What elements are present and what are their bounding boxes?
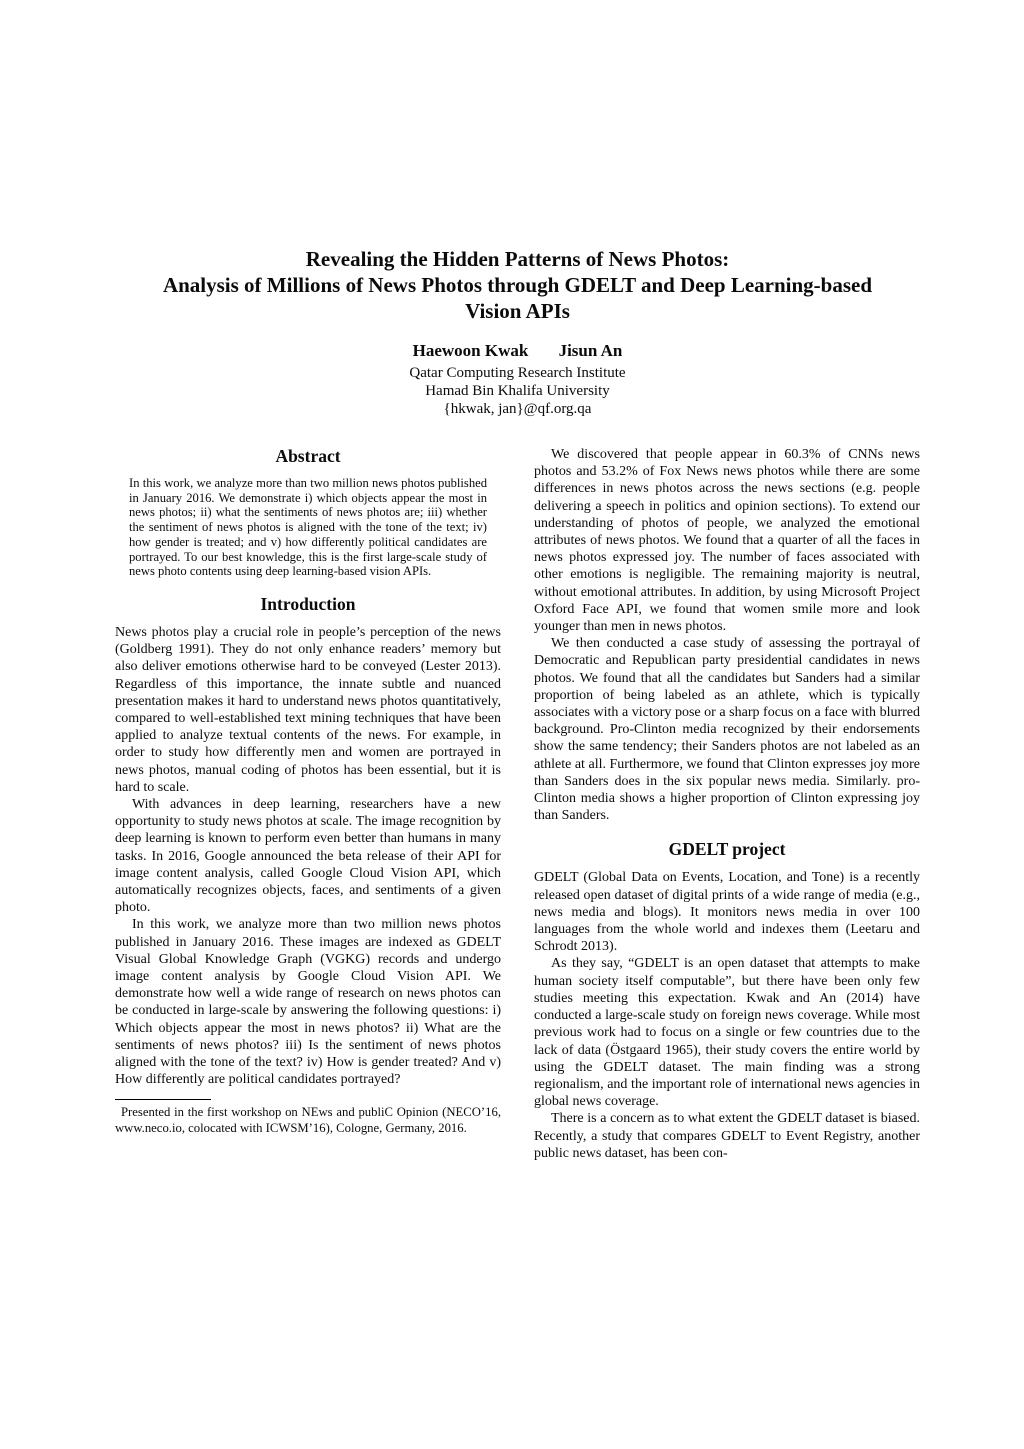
affiliation-line-2: Hamad Bin Khalifa University <box>425 383 610 399</box>
paper-title <box>115 246 920 324</box>
gdelt-paragraph-1: GDELT (Global Data on Events, Location, and Tone) is a recently released open dataset of digital prints of a wide range of media (e.g., news media and blogs). It monitors news media in over 100 languages from the whole world and indexes them (Leetaru and Schrodt 2013). <box>534 870 920 955</box>
gdelt-paragraph-2: As they say, “GDELT is an open dataset that attempts to make human society itself computable”, but there have been only few studies meeting this expectation. Kwak and An (2014) have conducted a large-scale study on foreign news coverage. While most previous work had to focus on a single or few countries due to the lack of data (Östgaard 1965), their study covers the entire world by using the GDELT dataset. The main finding was a strong regionalism, and the important role of international news agencies in global news coverage. <box>534 956 920 1110</box>
affiliation-block <box>115 364 920 418</box>
footnote <box>115 1099 501 1136</box>
paper-title-line-2: Analysis of Millions of News Photos through GDELT and Deep Learning-based <box>162 273 873 297</box>
intro-paragraph-3: In this work, we analyze more than two million news photos published in January 2016. These images are indexed as GDELT Visual Global Knowledge Graph (VGKG) records and undergo image content analysis by Google Cloud Vision API. We demonstrate how well a wide range of research on news photos can be conducted in large-scale by answering the following questions: i) Which objects appear the most in news photos? ii) What are the sentiments of news photos? iii) Is the sentiment of news photos aligned with the tone of the text? iv) How is gender treated? And v) How differently are political candidates portrayed? <box>115 917 501 1088</box>
left-column <box>115 446 501 1162</box>
author-names <box>115 341 920 361</box>
author-emails: {hkwak, jan}@qf.org.qa <box>443 401 592 417</box>
intro-paragraph-1: News photos play a crucial role in people’s perception of the news (Goldberg 1991). They do not only enhance readers’ memory but also deliver emotions otherwise hard to be conveyed (Lester 2013). Regardless of this importance, the innate subtle and nuanced presentation makes it hard to understand news photos quantitatively, compared to well-established text mining techniques that have been applied to analyze textual contents of the news. For example, in order to study how differently men and women are portrayed in news photos, manual coding of photos has been essential, but it is hard to scale. <box>115 624 501 795</box>
author-name-2: Jisun An <box>558 341 623 360</box>
paper-title-line-3: Vision APIs <box>465 299 570 323</box>
abstract-heading: Abstract <box>275 446 341 466</box>
footnote-rule <box>115 1099 211 1100</box>
results-paragraph-1: We discovered that people appear in 60.3% of CNNs news photos and 53.2% of Fox News news photos while there are some differences in news photos across the news sections (e.g. people delivering a speech in politics and opinion sections). To extend our understanding of photos of people, we analyzed the emotional attributes of news photos. We found that a quarter of all the faces in news photos expressed joy. The number of faces associated with other emotions is negligible. The remaining majority is neutral, without emotional attributes. In addition, by using Microsoft Project Oxford Face API, we found that women smile more and look younger than men in news photos. <box>534 447 920 635</box>
affiliation-line-1: Qatar Computing Research Institute <box>409 365 626 381</box>
paper-header <box>115 246 920 418</box>
abstract-text: In this work, we analyze more than two million news photos published in January 2016. We demonstrate i) which objects appear the most in news photos; ii) what the sentiments of news photos are; iii) whether the sentiment of news photos is aligned with the tone of the text; iv) how gender is treated; and v) how differently political candidates are portrayed. To our best knowledge, this is the first large-scale study of news photo contents using deep learning-based vision APIs. <box>129 476 487 579</box>
results-paragraph-2: We then conducted a case study of assessing the portrayal of Democratic and Republican party presidential candidates in news photos. We found that all the candidates but Sanders had a similar proportion of being labeled as an athlete, which is typically associates with a victory pose or a sharp focus on a face with blurred background. Pro-Clinton media recognized by their endorsements show the same tendency; their Sanders photos are not labeled as an athlete at all. Furthermore, we found that Clinton expresses joy more than Sanders does in the six popular news media. Similarly. pro-Clinton media shows a higher proportion of Clinton expressing joy than Sanders. <box>534 636 920 824</box>
footnote-text: Presented in the first workshop on NEws and publiC Opinion (NECO’16, www.neco.io, colocated with ICWSM’16), Cologne, Germany, 2016. <box>115 1105 501 1135</box>
author-name-1: Haewoon Kwak <box>412 341 529 360</box>
paper-title-line-1: Revealing the Hidden Patterns of News Photos: <box>305 247 730 271</box>
two-column-body <box>115 446 920 1162</box>
right-column <box>534 446 920 1162</box>
introduction-heading: Introduction <box>260 593 356 614</box>
intro-paragraph-2: With advances in deep learning, researchers have a new opportunity to study news photos at scale. The image recognition by deep learning is known to perform even better than humans in many tasks. In 2016, Google announced the beta release of their API for image content analysis, called Google Cloud Vision API, which automatically recognizes objects, faces, and sentiments of a given photo. <box>115 796 501 916</box>
gdelt-paragraph-3: There is a concern as to what extent the GDELT dataset is biased. Recently, a study that compares GDELT to Event Registry, another public news dataset, has been con- <box>534 1111 920 1161</box>
gdelt-heading: GDELT project <box>668 839 786 860</box>
